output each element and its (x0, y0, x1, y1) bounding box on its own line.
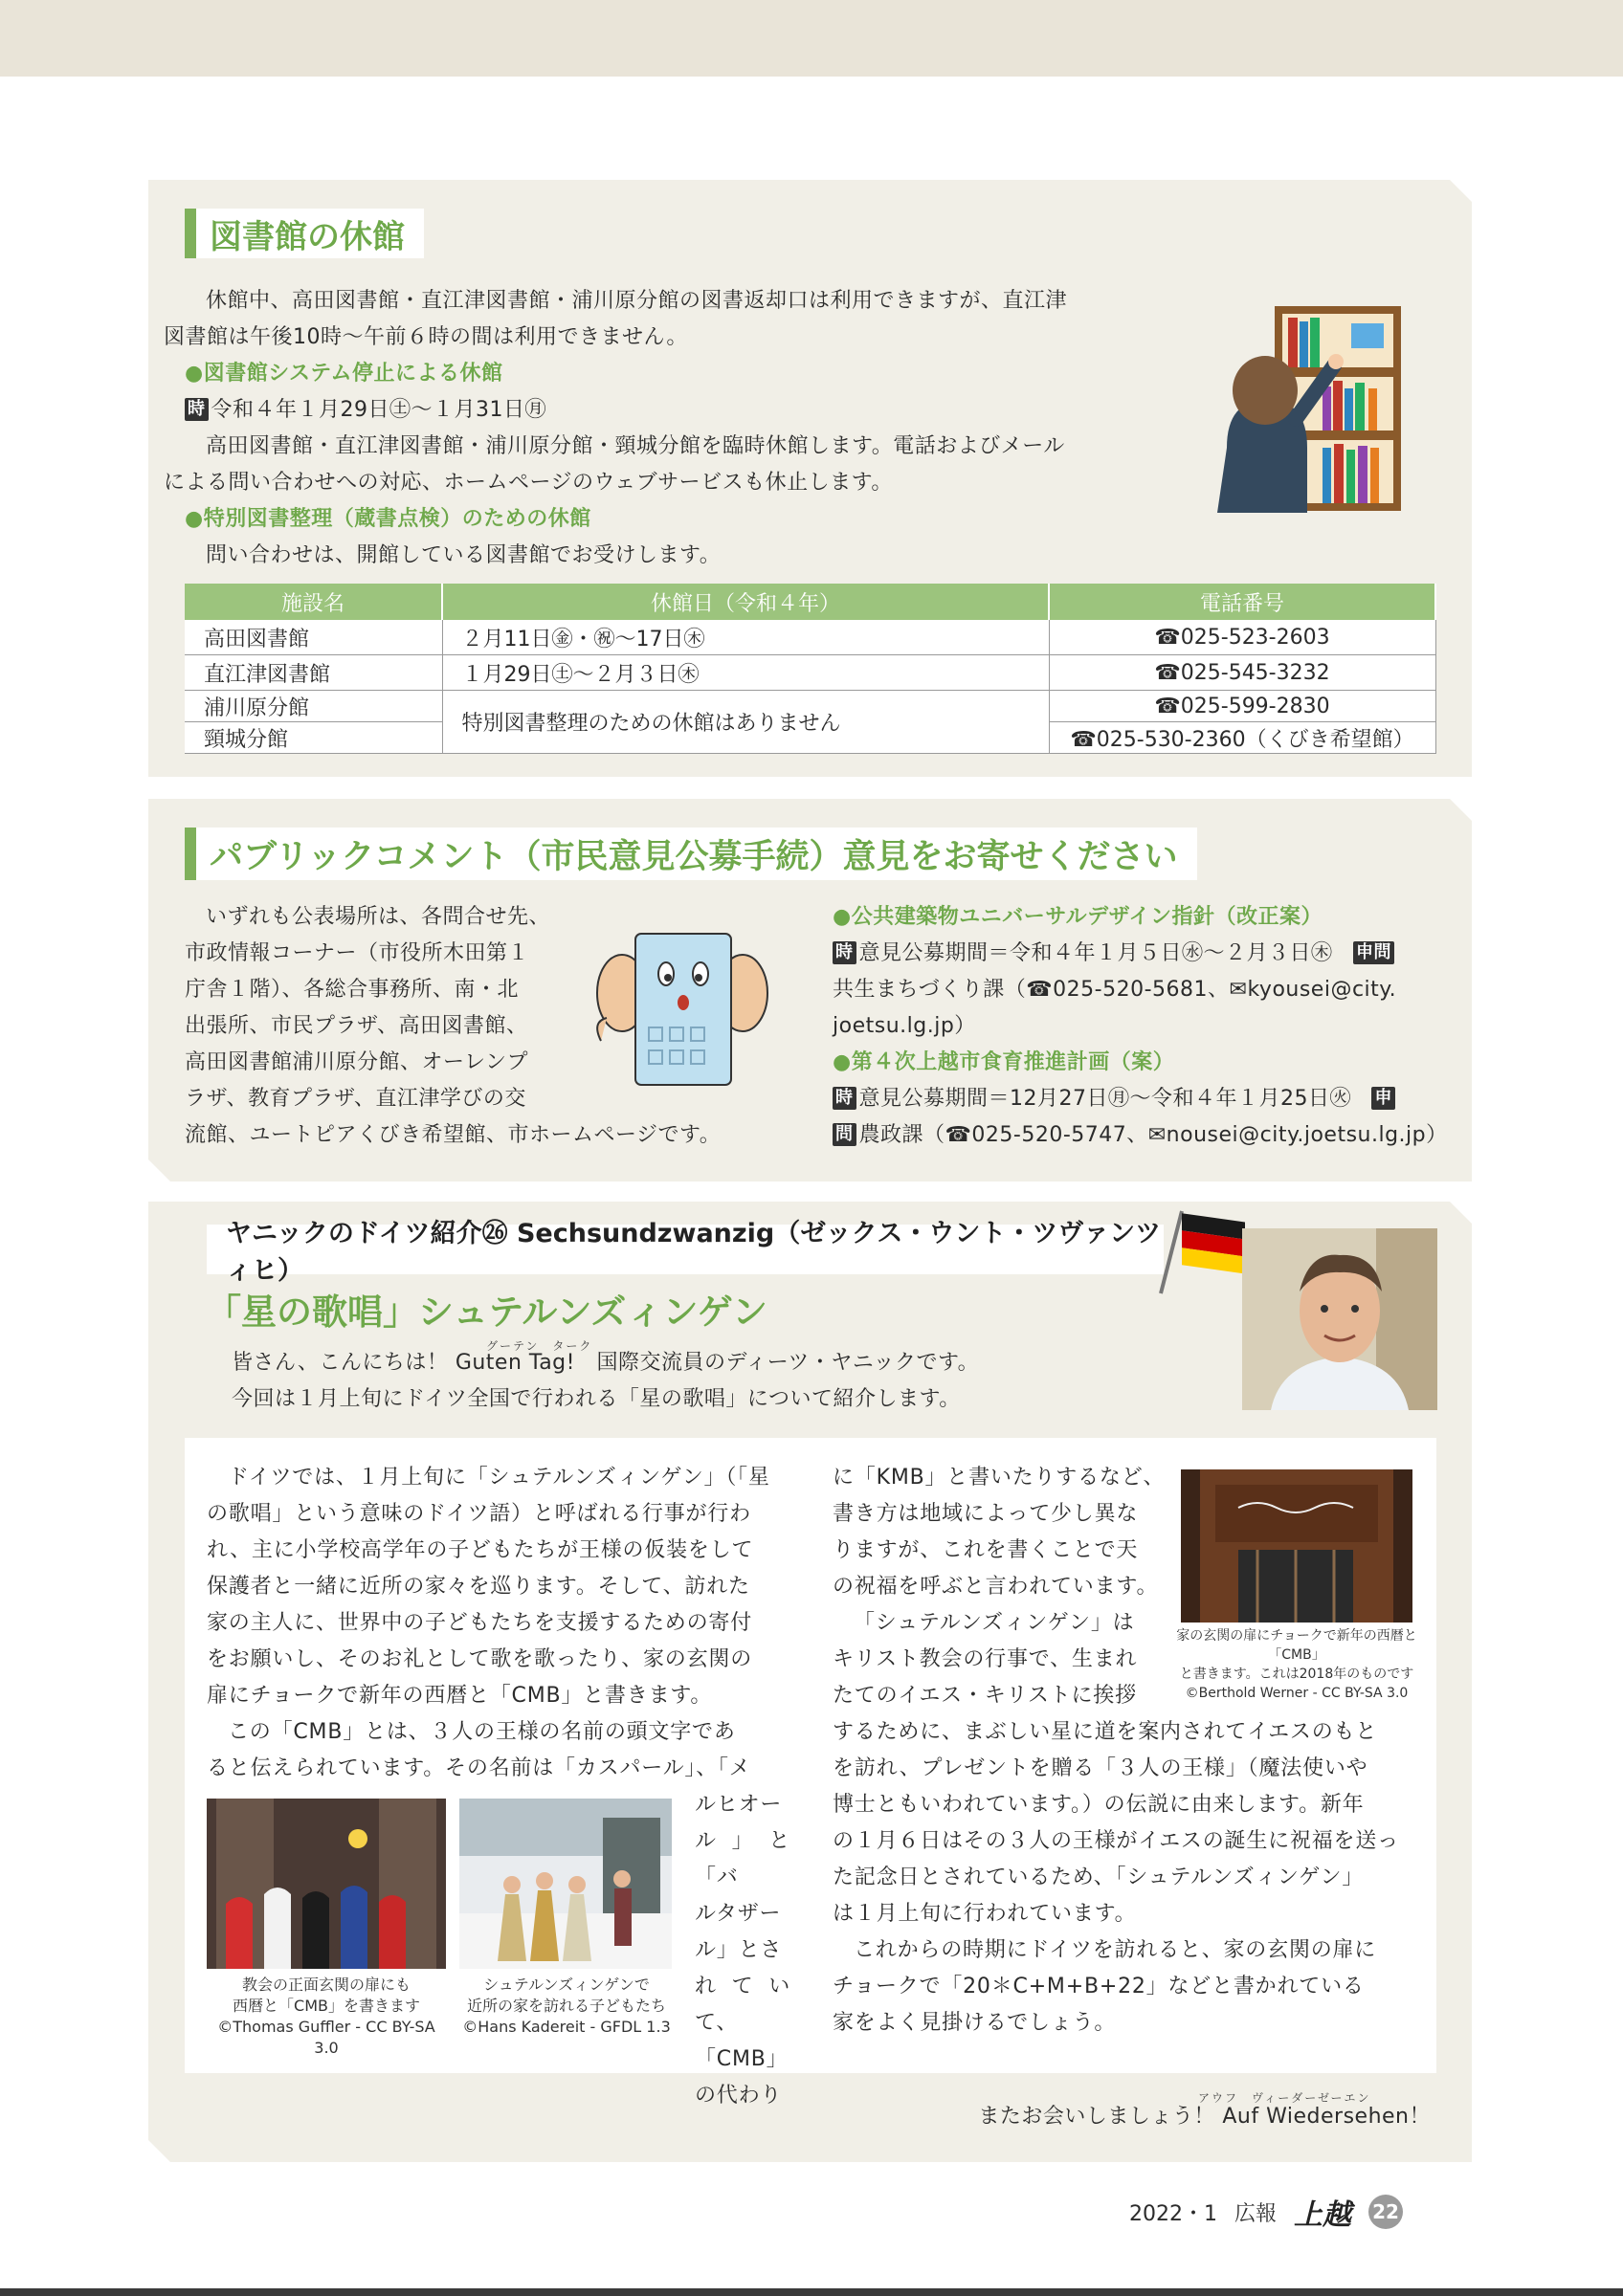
library-table (185, 584, 1436, 754)
apply-mark-icon: 申 (1371, 1087, 1395, 1110)
text-line: ドイツでは、１月上旬に「シュテルンズィンゲン」（「星 (228, 1466, 770, 1490)
series-title: ヤニックのドイツ紹介㉖ Sechsundzwanzig（ゼックス・ウント・ツヴァンツィヒ） (226, 1219, 1162, 1286)
table-row (185, 655, 1435, 691)
footer-date: 2022・1 (1128, 2201, 1217, 2226)
germany-greeting (232, 1345, 1227, 1418)
library-intro-line2: 図書館は午後10時～午前６時の間は利用できません。 (164, 325, 688, 349)
library-intro (164, 283, 1161, 356)
library-date1-text: 令和４年１月29日㊏～１月31日㊊ (211, 398, 546, 422)
text-line: ルタザー (695, 1902, 782, 1926)
library-heading (185, 209, 424, 258)
article-col1 (207, 1460, 790, 1787)
caption-line: 家の玄関の扉にチョークで新年の西暦と「CMB」 (1176, 1628, 1417, 1663)
library-body1-line2: による問い合わせへの対応、ホームページのウェブサービスも休止します。 (164, 471, 893, 495)
table-header-closed-days: 休館日（令和４年） (442, 584, 1049, 620)
text-line: いずれも公表場所は、各問合せ先、 (206, 905, 551, 929)
time-mark-icon: 時 (833, 941, 856, 964)
caption-line: ©Thomas Guffler - CC BY-SA 3.0 (217, 2018, 435, 2057)
closing-text: またお会いしましょう！ Auf Wiedersehen！ (978, 2105, 1431, 2129)
text-line: するために、まぶしい星に道を案内されてイエスのもと (833, 1720, 1378, 1744)
time-mark-icon: 時 (833, 1087, 856, 1110)
text-line: をお願いし、そのお礼として歌を歌ったり、家の玄関の (207, 1647, 753, 1671)
table-cell-date: 特別図書整理のための休館はありません (442, 691, 1049, 754)
table-cell-date: １月29日㊏～２月３日㊍ (442, 655, 1049, 691)
closing-line (933, 2099, 1431, 2135)
text-line: 「シュテルンズィンゲン」は (854, 1611, 1135, 1635)
library-intro-line1: 休館中、高田図書館・直江津図書館・浦川原分館の図書返却口は利用できますが、直江津 (206, 289, 1068, 313)
item1-period: 意見公募期間＝令和４年１月５日㊌～２月３日㊍ (858, 941, 1333, 965)
text-line: たてのイエス・キリストに挨拶 (833, 1684, 1137, 1708)
door-chalk-photo (1181, 1469, 1412, 1623)
item2-period-line (833, 1081, 1445, 1117)
footer-label: 広報 (1234, 2201, 1277, 2226)
text-line: は１月上旬に行われています。 (833, 1902, 1137, 1926)
church-door-photo (207, 1799, 446, 1969)
text-line: これからの時期にドイツを訪れると、家の玄関の扉に (854, 1938, 1377, 1962)
library-body1-line1: 高田図書館・直江津図書館・浦川原分館・頸城分館を臨時休館します。電話およびメール (206, 434, 1065, 458)
library-date1 (185, 392, 1161, 429)
library-illustration (1208, 304, 1404, 513)
text-line: 博士ともいわれています。）の伝説に由来します。新年 (833, 1793, 1365, 1817)
table-header-row (185, 584, 1435, 620)
text-line: の歌唱」という意味のドイツ語）と呼ばれる行事が行わ (207, 1502, 751, 1526)
kids-caption (452, 1975, 681, 2038)
text-line: 市政情報コーナー（市役所木田第１ (185, 941, 530, 965)
article-col2-top (833, 1460, 1177, 1714)
table-cell-date: ２月11日㊎・㊗～17日㊍ (442, 620, 1049, 655)
public-comment-heading (185, 828, 1197, 880)
star-singers-photo (459, 1799, 672, 1969)
text-line: 流館、ユートピアくびき希望館、市ホームページです。 (185, 1123, 722, 1147)
item1-title: ●公共建築物ユニバーサルデザイン指針（改正案） (833, 905, 1323, 929)
text-line: 高田図書館浦川原分館、オーレンプ (185, 1050, 529, 1074)
portrait-photo (1242, 1228, 1437, 1410)
library-sub2 (185, 501, 1161, 538)
table-cell-phone: ☎025-530-2360（くびき希望館） (1049, 722, 1435, 754)
item1-contact-cont: joetsu.lg.jp） (833, 1014, 976, 1038)
germany-title (206, 1282, 787, 1336)
item2-contact: 農政課（☎025-520-5747、✉nousei@city.joetsu.lg.jp） (858, 1123, 1448, 1147)
greeting-line2: 今回は１月上旬にドイツ全国で行われる「星の歌唱」について紹介します。 (232, 1387, 961, 1411)
table-header-facility: 施設名 (185, 584, 442, 620)
text-line: の代わり (695, 2084, 783, 2108)
item2-contact-line (833, 1117, 1448, 1154)
item1-period-line (833, 936, 1445, 972)
library-sub2-text: ●特別図書整理（蔵書点検）のための休館 (185, 507, 591, 531)
germany-title-text: 「星の歌唱」シュテルンズィンゲン (206, 1292, 768, 1333)
text-line: の祝福を呼ぶと言われています。 (833, 1575, 1159, 1599)
caption-line: と書きます。これは2018年のものです (1179, 1667, 1414, 1682)
public-comment-heading-text: パブリックコメント（市民意見公募手続）意見をお寄せください (210, 837, 1178, 876)
text-line: ル」とさ (695, 1938, 783, 1962)
text-line: た記念日とされているため、「シュテルンズィンゲン」 (833, 1866, 1365, 1889)
door-caption (1175, 1626, 1418, 1703)
text-line: の１月６日はその３人の王様がイエスの誕生に祝福を送っ (833, 1829, 1399, 1853)
table-cell-phone: ☎025-599-2830 (1049, 691, 1435, 722)
text-line: 庁舎１階）、各総合事務所、南・北 (185, 978, 520, 1002)
library-sub1-text: ●図書館システム停止による休館 (185, 362, 503, 386)
caption-line: ©Hans Kadereit - GFDL 1.3 (462, 2018, 671, 2036)
ruby-guten-tag: グーテン ターク (486, 1339, 593, 1353)
table-cell-name: 頸城分館 (185, 722, 442, 754)
top-band (0, 0, 1623, 77)
text-line: ると伝えられています。その名前は「カスパール」、「メ (207, 1756, 751, 1780)
page-number: 22 (1368, 2195, 1403, 2229)
text-line: 保護者と一緒に近所の家々を巡ります。そして、訪れた (207, 1575, 750, 1599)
table-cell-name: 高田図書館 (185, 620, 442, 655)
text-line: この「CMB」とは、３人の王様の名前の頭文字であ (228, 1720, 736, 1744)
text-line: れていて、 (695, 1975, 790, 2035)
table-cell-phone: ☎025-523-2603 (1049, 620, 1435, 655)
text-line: を訪れ、プレゼントを贈る「３人の王様」（魔法使いや (833, 1756, 1368, 1780)
text-line: チョークで「20＊C+M+B+22」などと書かれている (833, 1975, 1365, 1998)
table-row (185, 620, 1435, 655)
page-footer (1129, 2191, 1403, 2233)
table-cell-phone: ☎025-545-3232 (1049, 655, 1435, 691)
bottom-rule (0, 2288, 1623, 2296)
text-line: キリスト教会の行事で、生まれ (833, 1647, 1138, 1671)
table-cell-name: 浦川原分館 (185, 691, 442, 722)
text-line: 扉にチョークで新年の西暦と「CMB」と書きます。 (207, 1684, 713, 1708)
text-line: ル」と「バ (695, 1829, 790, 1889)
caption-line: シュテルンズィンゲンで (483, 1976, 650, 1994)
library-sub1 (185, 356, 1161, 392)
time-mark-icon: 時 (185, 398, 209, 421)
library-body1 (164, 429, 1161, 501)
series-title-bar (207, 1219, 1164, 1286)
library-body2-text: 問い合わせは、開館している図書館でお受けします。 (206, 543, 722, 567)
caption-line: 西暦と「CMB」を書きます (233, 1997, 420, 2015)
table-cell-name: 直江津図書館 (185, 655, 442, 691)
text-line: りますが、これを書くことで天 (833, 1538, 1139, 1562)
greeting-line1: 皆さん、こんにちは！ Guten Tag! 国際交流員のディーツ・ヤニックです。 (232, 1351, 980, 1375)
item2-title: ●第４次上越市食育推進計画（案） (833, 1050, 1175, 1074)
german-flag-icon (1153, 1207, 1249, 1295)
text-line: れ、主に小学校高学年の子どもたちが王様の仮装をして (207, 1538, 754, 1562)
caption-line: 教会の正面玄関の扉にも (241, 1976, 411, 1994)
text-line: ラザ、教育プラザ、直江津学びの交 (185, 1087, 526, 1111)
inquiry-mark-icon: 問 (833, 1123, 856, 1146)
ruby-auf-wiedersehen: アウフ ヴィーダーゼーエン (1198, 2091, 1371, 2105)
item1-contact: 共生まちづくり課（☎025-520-5681、✉kyousei@city. (833, 978, 1397, 1002)
public-comment-right-text (833, 899, 1448, 1154)
table-row (185, 691, 1435, 722)
caption-line: ©Berthold Werner - CC BY-SA 3.0 (1185, 1686, 1409, 1701)
table-header-phone: 電話番号 (1049, 584, 1435, 620)
contact-mark-icon: 申問 (1353, 941, 1394, 964)
joetsu-logo: 上越 (1294, 2198, 1351, 2232)
item2-period: 意見公募期間＝12月27日㊊～令和４年１月25日㊋ (858, 1087, 1351, 1111)
article-col1-narrow (695, 1787, 790, 2114)
text-line: 「CMB」 (695, 2047, 789, 2071)
church-caption (207, 1975, 446, 2059)
text-line: 出張所、市民プラザ、高田図書館、 (185, 1014, 528, 1038)
article-col2-full (833, 1714, 1416, 2042)
library-heading-text: 図書館の休館 (210, 217, 405, 256)
text-line: 家をよく見掛けるでしょう。 (833, 2011, 1117, 2035)
text-line: 書き方は地域によって少し異な (833, 1502, 1139, 1526)
text-line: ルヒオー (695, 1793, 783, 1817)
text-line: に「KMB」と書いたりするなど、 (833, 1466, 1166, 1490)
text-line: 家の主人に、世界中の子どもたちを支援するための寄付 (207, 1611, 753, 1635)
building-mascot-illustration (582, 926, 778, 1089)
library-body2 (185, 538, 1161, 574)
caption-line: 近所の家を訪れる子どもたち (466, 1997, 666, 2015)
